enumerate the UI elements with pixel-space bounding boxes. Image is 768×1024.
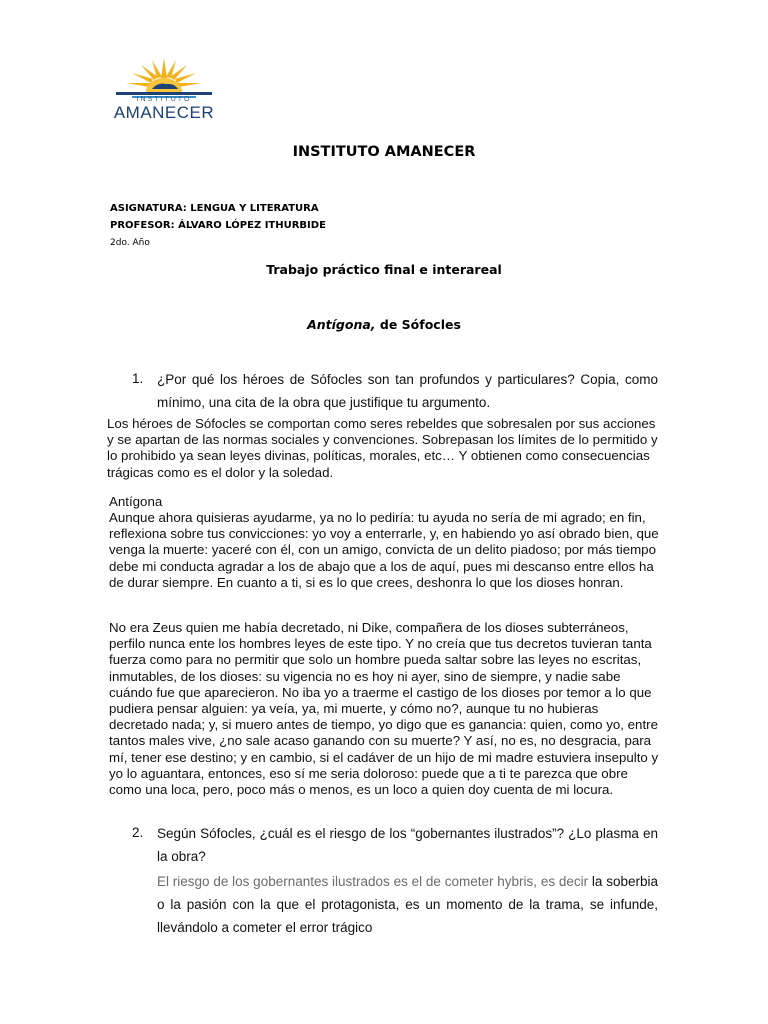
question-1-number: 1. [132, 371, 144, 386]
question-1-answer: Los héroes de Sófocles se comportan como seres rebeldes que sobresalen por sus acciones y se apartan de las normas sociales y convenciones. Sobrepasan los límites de lo permitido y lo prohibido ya sean leyes divinas, políticas, morales, etc… Y obtienen como consecuencias trágicas como es el dolor y la soledad. [107, 416, 658, 480]
question-2-number: 2. [132, 825, 144, 840]
subject-line: ASIGNATURA: LENGUA Y LITERATURA [110, 203, 319, 214]
institute-logo [112, 56, 216, 136]
logo-name-text: AMANECER [113, 103, 215, 122]
school-year: 2do. Año [110, 238, 150, 248]
quote-paragraph-1: Aunque ahora quisieras ayudarme, ya no lo pediría: tu ayuda no sería de mi agrado; en fin, reflexiona sobre tus convicciones: yo voy a enterrarle, y, en habiendo yo así obrado bien, que venga la muerte: yaceré con él, con un amigo, convicta de un delito piadoso; por más tiempo debe mi conducta agradar a los de abajo que a los de aquí, pues mi descanso entre ellos ha de durar siempre. En cuanto a ti, si es lo que crees, deshonra lo que los dioses honran. [109, 510, 659, 590]
document-title: INSTITUTO AMANECER [292, 144, 476, 160]
question-2-text: Según Sófocles, ¿cuál es el riesgo de los “gobernantes ilustrados”? ¿Lo plasma en la obra? [157, 826, 658, 864]
answer-2-grey-text: El riesgo de los gobernantes ilustrados es el de cometer hybris, es decir [157, 874, 589, 889]
quote-label: Antígona [109, 494, 163, 509]
teacher-line: PROFESOR: ÁLVARO LÓPEZ ITHURBIDE [110, 220, 326, 231]
question-1-text: ¿Por qué los héroes de Sófocles son tan profundos y particulares? Copia, como mínimo, una cita de la obra que justifique tu argumento. [157, 372, 658, 410]
logo-small-text: INSTITUTO [136, 96, 192, 103]
assignment-subtitle: Trabajo práctico final e interareal [266, 262, 502, 277]
work-heading [0, 317, 768, 332]
work-author: de Sófocles [375, 317, 461, 332]
work-title: Antígona, [307, 317, 376, 332]
sunrise-logo-icon [112, 56, 216, 100]
quote-paragraph-2: No era Zeus quien me había decretado, ni Dike, compañera de los dioses subterráneos, perfilo nunca ente los hombres leyes de este tipo. Y no creía que tus decretos tuvieran tanta fuerza como para no permitir que solo un hombre pueda saltar sobre las leyes no escritas, inmutables, de los dioses: su vigencia no es hoy ni ayer, sino de siempre, y nadie sabe cuándo fue que aparecieron. No iba yo a traerme el castigo de los dioses por temor a lo que pudiera pensar alguien: ya veía, ya, mi muerte, y cómo no?, aunque tu no hubieras decretado nada; y, si muero antes de tiempo, yo digo que es ganancia: quien, como yo, entre tantos males vive, ¿no sale acaso ganando con su muerte? Y así, no es, no desgracia, para mí, tener ese destino; y en cambio, si el cadáver de un hijo de mi madre estuviera insepulto y yo lo aguantara, entonces, eso sí me seria doloroso: puede que a ti te parezca que obre como una loca, pero, poco más o menos, es un loco a quien doy cuenta de mi locura. [109, 620, 659, 798]
question-2-answer [157, 870, 658, 939]
answer-2-text: la soberbia o la pasión con la que el protagonista, es un momento de la trama, se infunde, llevándolo a cometer el error trágico [157, 874, 658, 935]
